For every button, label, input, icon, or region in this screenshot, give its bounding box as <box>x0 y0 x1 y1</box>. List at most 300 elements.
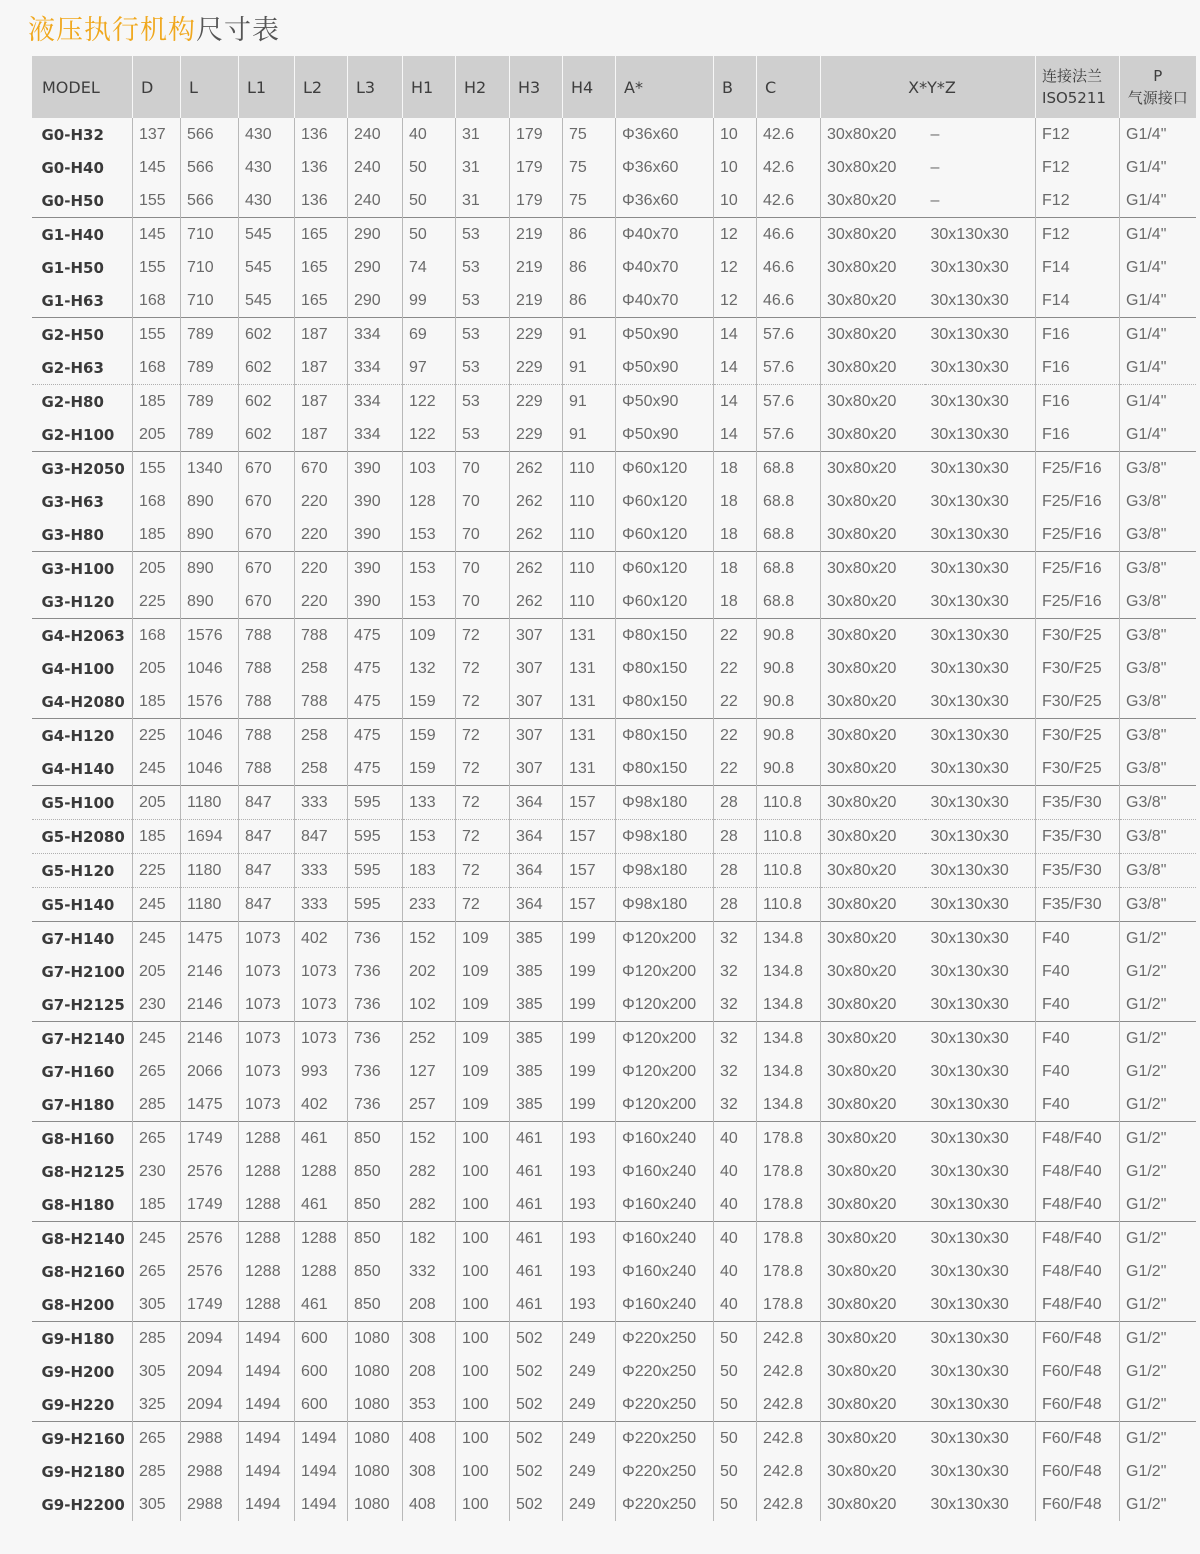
cell-model: G0-H32 <box>41 125 104 144</box>
header-port-line1: P <box>1153 67 1163 85</box>
cell-h4: 249 <box>563 1388 616 1422</box>
cell-c: 57.6 <box>757 351 821 385</box>
cell-b: 40 <box>714 1188 757 1222</box>
cell-h3: 307 <box>510 685 563 719</box>
cell-xyz-x: 30x80x20 <box>821 1488 925 1521</box>
cell-h4: 110 <box>563 552 616 586</box>
cell-xyz-x: 30x80x20 <box>821 218 925 252</box>
cell-h1: 257 <box>403 1088 456 1122</box>
cell-h4: 199 <box>563 1055 616 1088</box>
cell-l3: 850 <box>348 1155 403 1188</box>
cell-h2: 109 <box>456 988 510 1022</box>
cell-h2: 100 <box>456 1222 510 1256</box>
cell-flange: F40 <box>1036 922 1120 956</box>
cell-h4: 131 <box>563 685 616 719</box>
cell-l: 566 <box>181 151 239 184</box>
cell-xyz-x: 30x80x20 <box>821 619 925 653</box>
cell-h3: 502 <box>510 1355 563 1388</box>
cell-xyz-y: 30x130x30 <box>930 358 1009 376</box>
cell-h1: 408 <box>403 1488 456 1521</box>
cell-h3: 461 <box>510 1288 563 1322</box>
cell-d: 285 <box>133 1322 181 1356</box>
cell-port: G1/2" <box>1120 1088 1196 1122</box>
table-row <box>32 552 1196 586</box>
cell-l2: 461 <box>295 1122 348 1156</box>
cell-xyz-y: 30x130x30 <box>925 1422 1036 1456</box>
cell-c: 134.8 <box>757 955 821 988</box>
cell-h4: 199 <box>563 988 616 1022</box>
cell-port: G1/2" <box>1120 1188 1196 1222</box>
cell-d: 205 <box>133 786 181 820</box>
cell-a: Φ120x200 <box>616 922 714 956</box>
cell-l3: 475 <box>348 719 403 753</box>
cell-xyz-x: 30x80x20 <box>821 786 925 820</box>
cell-h4: 131 <box>563 619 616 653</box>
cell-d: 145 <box>133 151 181 184</box>
cell-xyz-y: 30x130x30 <box>925 552 1036 586</box>
cell-h1: 50 <box>403 218 456 252</box>
cell-l1: 602 <box>239 385 295 419</box>
cell-h2: 53 <box>456 385 510 419</box>
cell-xyz-y: 30x130x30 <box>925 719 1036 753</box>
cell-l: 1180 <box>181 854 239 888</box>
cell-b: 18 <box>714 585 757 619</box>
cell-l1: 1288 <box>239 1188 295 1222</box>
cell-a: Φ160x240 <box>616 1155 714 1188</box>
cell-model: G2-H50 <box>32 318 133 352</box>
cell-l: 1180 <box>181 786 239 820</box>
cell-flange: F40 <box>1036 988 1120 1022</box>
cell-model: G4-H100 <box>41 659 115 678</box>
cell-h1: 159 <box>403 719 456 753</box>
cell-l3: 595 <box>348 820 403 854</box>
cell-xyz-x: 30x80x20 <box>821 518 925 552</box>
cell-h3: 179 <box>510 118 563 151</box>
cell-d: 185 <box>133 685 181 719</box>
cell-d: 245 <box>133 922 181 956</box>
cell-l2: 1073 <box>295 955 348 988</box>
cell-model: G3-H100 <box>32 552 133 586</box>
cell-d: 205 <box>133 418 181 452</box>
cell-port: G1/2" <box>1120 922 1196 956</box>
table-row <box>32 385 1196 419</box>
cell-b: 32 <box>714 1088 757 1122</box>
cell-xyz-y: – <box>930 191 940 209</box>
table-row <box>32 1288 1196 1322</box>
cell-h2: 72 <box>456 652 510 685</box>
cell-xyz-x: 30x80x20 <box>821 452 925 486</box>
cell-h3: 307 <box>510 619 563 653</box>
cell-c: 57.6 <box>757 318 821 352</box>
cell-l: 2988 <box>181 1488 239 1521</box>
cell-xyz-y: 30x130x30 <box>930 525 1009 543</box>
cell-model: G9-H2160 <box>32 1422 133 1456</box>
cell-model: G8-H2140 <box>32 1222 133 1256</box>
cell-l1: 1494 <box>239 1388 295 1422</box>
cell-a: Φ50x90 <box>616 351 714 385</box>
cell-port: G1/4" <box>1120 318 1196 352</box>
cell-l1: 847 <box>239 854 295 888</box>
cell-xyz-x: 30x80x20 <box>821 1055 925 1088</box>
cell-l3: 736 <box>348 1055 403 1088</box>
cell-d: 245 <box>133 752 181 786</box>
table-row <box>32 1122 1196 1156</box>
cell-xyz-y: 30x130x30 <box>925 318 1036 352</box>
cell-b: 40 <box>714 1155 757 1188</box>
cell-l1: 1073 <box>239 955 295 988</box>
cell-b: 50 <box>714 1322 757 1356</box>
cell-h1: 40 <box>403 118 456 151</box>
cell-l: 890 <box>181 485 239 518</box>
cell-h3: 502 <box>510 1455 563 1488</box>
cell-port: G1/4" <box>1120 218 1196 252</box>
cell-h4: 131 <box>563 652 616 685</box>
cell-xyz-x: 30x80x20 <box>821 1422 925 1456</box>
cell-l: 1694 <box>181 820 239 854</box>
cell-l1: 1073 <box>239 1055 295 1088</box>
cell-h3: 262 <box>510 485 563 518</box>
table-row <box>32 284 1196 318</box>
cell-h2: 109 <box>456 922 510 956</box>
cell-c: 42.6 <box>757 118 821 151</box>
cell-d: 205 <box>133 955 181 988</box>
cell-flange: F48/F40 <box>1036 1288 1120 1322</box>
table-row <box>32 1088 1196 1122</box>
cell-port: G3/8" <box>1120 719 1196 753</box>
cell-h3: 307 <box>510 719 563 753</box>
header-l3: L3 <box>348 56 403 118</box>
cell-l: 1340 <box>181 452 239 486</box>
cell-l3: 475 <box>348 619 403 653</box>
cell-d: 168 <box>133 619 181 653</box>
cell-c: 68.8 <box>757 585 821 619</box>
cell-d: 245 <box>133 888 181 922</box>
cell-port: G3/8" <box>1120 619 1196 653</box>
cell-h4: 75 <box>563 151 616 184</box>
cell-flange: F48/F40 <box>1036 1155 1120 1188</box>
cell-c: 57.6 <box>757 418 821 452</box>
cell-flange: F16 <box>1036 385 1120 419</box>
cell-l1: 788 <box>239 652 295 685</box>
cell-l2: 1494 <box>295 1455 348 1488</box>
cell-a: Φ120x200 <box>616 988 714 1022</box>
cell-b: 28 <box>714 888 757 922</box>
cell-a: Φ60x120 <box>616 518 714 552</box>
cell-d: 168 <box>133 485 181 518</box>
cell-model: G5-H140 <box>32 888 133 922</box>
cell-flange: F14 <box>1036 284 1120 318</box>
cell-flange: F40 <box>1036 955 1120 988</box>
cell-l2: 670 <box>295 452 348 486</box>
cell-c: 242.8 <box>757 1488 821 1521</box>
cell-xyz-y: 30x130x30 <box>930 425 1009 443</box>
table-row <box>32 184 1196 218</box>
cell-l3: 736 <box>348 1088 403 1122</box>
table-row <box>32 1255 1196 1288</box>
cell-h1: 122 <box>403 385 456 419</box>
cell-l3: 736 <box>348 988 403 1022</box>
cell-l: 2988 <box>181 1455 239 1488</box>
cell-flange: F12 <box>1036 151 1120 184</box>
cell-flange: F60/F48 <box>1036 1388 1120 1422</box>
cell-d: 205 <box>133 652 181 685</box>
cell-xyz-x: 30x80x20 <box>821 118 925 151</box>
cell-d: 265 <box>133 1422 181 1456</box>
cell-h2: 100 <box>456 1388 510 1422</box>
cell-l1: 1073 <box>239 1088 295 1122</box>
cell-h1: 153 <box>403 585 456 619</box>
cell-xyz-y: 30x130x30 <box>925 619 1036 653</box>
cell-l2: 187 <box>295 318 348 352</box>
cell-a: Φ60x120 <box>616 452 714 486</box>
cell-flange: F25/F16 <box>1036 518 1120 552</box>
cell-b: 22 <box>714 619 757 653</box>
table-row <box>32 251 1196 284</box>
cell-c: 90.8 <box>757 685 821 719</box>
cell-c: 90.8 <box>757 619 821 653</box>
cell-l2: 165 <box>295 218 348 252</box>
cell-b: 50 <box>714 1422 757 1456</box>
cell-h3: 385 <box>510 955 563 988</box>
header-c: C <box>757 56 821 118</box>
header-xyz: X*Y*Z <box>821 56 1036 118</box>
cell-h2: 31 <box>456 184 510 218</box>
cell-l1: 430 <box>239 118 295 151</box>
cell-h4: 249 <box>563 1322 616 1356</box>
cell-h2: 100 <box>456 1488 510 1521</box>
cell-h3: 461 <box>510 1222 563 1256</box>
cell-flange: F40 <box>1036 1088 1120 1122</box>
cell-h4: 157 <box>563 820 616 854</box>
cell-l2: 1494 <box>295 1488 348 1521</box>
cell-d: 185 <box>133 518 181 552</box>
cell-l2: 402 <box>295 922 348 956</box>
cell-a: Φ220x250 <box>616 1455 714 1488</box>
cell-l: 789 <box>181 318 239 352</box>
cell-h3: 262 <box>510 518 563 552</box>
cell-d: 305 <box>133 1288 181 1322</box>
cell-a: Φ80x150 <box>616 652 714 685</box>
table-row <box>32 1422 1196 1456</box>
cell-l1: 670 <box>239 452 295 486</box>
cell-h3: 262 <box>510 585 563 619</box>
cell-d: 225 <box>133 854 181 888</box>
cell-xyz-y: 30x130x30 <box>930 1195 1009 1213</box>
cell-model: G8-H200 <box>41 1295 115 1314</box>
cell-l3: 850 <box>348 1255 403 1288</box>
cell-l2: 136 <box>295 118 348 151</box>
cell-xyz-x: 30x80x20 <box>821 184 925 218</box>
cell-c: 42.6 <box>757 184 821 218</box>
cell-l3: 1080 <box>348 1455 403 1488</box>
cell-h4: 249 <box>563 1488 616 1521</box>
cell-model: G5-H2080 <box>32 820 133 854</box>
cell-d: 185 <box>133 1188 181 1222</box>
cell-l3: 1080 <box>348 1422 403 1456</box>
cell-port: G3/8" <box>1120 786 1196 820</box>
cell-h4: 249 <box>563 1455 616 1488</box>
cell-model: G8-H2125 <box>41 1162 125 1181</box>
cell-xyz-y: 30x130x30 <box>930 1262 1009 1280</box>
cell-h1: 153 <box>403 518 456 552</box>
cell-flange: F60/F48 <box>1036 1355 1120 1388</box>
cell-port: G1/2" <box>1120 1388 1196 1422</box>
cell-d: 155 <box>133 318 181 352</box>
cell-a: Φ220x250 <box>616 1355 714 1388</box>
cell-l3: 334 <box>348 418 403 452</box>
cell-b: 50 <box>714 1488 757 1521</box>
table-row <box>32 1155 1196 1188</box>
cell-h1: 408 <box>403 1422 456 1456</box>
cell-b: 28 <box>714 854 757 888</box>
cell-b: 10 <box>714 184 757 218</box>
cell-h4: 131 <box>563 752 616 786</box>
title-main: 液压执行机构 <box>28 15 196 46</box>
cell-xyz-y: 30x130x30 <box>925 786 1036 820</box>
cell-h2: 100 <box>456 1455 510 1488</box>
cell-port: G3/8" <box>1120 685 1196 719</box>
table-row <box>32 1222 1196 1256</box>
header-flange-line1: 连接法兰 <box>1042 67 1103 85</box>
cell-port: G1/4" <box>1120 151 1196 184</box>
cell-model: G9-H220 <box>41 1395 115 1414</box>
table-row <box>32 652 1196 685</box>
cell-h1: 183 <box>403 854 456 888</box>
cell-flange: F35/F30 <box>1036 888 1120 922</box>
cell-h4: 75 <box>563 184 616 218</box>
cell-l: 2576 <box>181 1255 239 1288</box>
cell-l1: 788 <box>239 619 295 653</box>
cell-flange: F48/F40 <box>1036 1122 1120 1156</box>
cell-l1: 788 <box>239 685 295 719</box>
cell-l3: 475 <box>348 685 403 719</box>
cell-h2: 53 <box>456 351 510 385</box>
cell-h1: 69 <box>403 318 456 352</box>
cell-a: Φ60x120 <box>616 485 714 518</box>
cell-a: Φ160x240 <box>616 1122 714 1156</box>
cell-l3: 240 <box>348 184 403 218</box>
cell-a: Φ40x70 <box>616 218 714 252</box>
cell-port: G3/8" <box>1120 518 1196 552</box>
cell-xyz-y: 30x130x30 <box>930 1095 1009 1113</box>
cell-h2: 72 <box>456 786 510 820</box>
cell-a: Φ36x60 <box>616 151 714 184</box>
cell-flange: F60/F48 <box>1036 1455 1120 1488</box>
cell-c: 57.6 <box>757 385 821 419</box>
cell-l3: 595 <box>348 854 403 888</box>
cell-l: 2094 <box>181 1388 239 1422</box>
cell-xyz-y: 30x130x30 <box>925 854 1036 888</box>
cell-l: 566 <box>181 118 239 151</box>
cell-h4: 110 <box>563 452 616 486</box>
cell-port: G1/4" <box>1120 284 1196 318</box>
cell-h4: 91 <box>563 418 616 452</box>
cell-port: G1/2" <box>1120 1355 1196 1388</box>
cell-h2: 100 <box>456 1122 510 1156</box>
cell-h3: 262 <box>510 552 563 586</box>
cell-l3: 736 <box>348 1022 403 1056</box>
cell-model: G3-H120 <box>41 592 115 611</box>
cell-xyz-x: 30x80x20 <box>821 1288 925 1322</box>
cell-model: G3-H2050 <box>32 452 133 486</box>
cell-l2: 461 <box>295 1288 348 1322</box>
cell-l2: 220 <box>295 485 348 518</box>
table-row <box>32 619 1196 653</box>
cell-a: Φ220x250 <box>616 1322 714 1356</box>
cell-b: 32 <box>714 1022 757 1056</box>
cell-model: G5-H100 <box>32 786 133 820</box>
cell-d: 145 <box>133 218 181 252</box>
cell-h3: 502 <box>510 1488 563 1521</box>
cell-h1: 153 <box>403 552 456 586</box>
cell-l3: 240 <box>348 151 403 184</box>
table-row <box>32 418 1196 452</box>
cell-h2: 70 <box>456 452 510 486</box>
dimension-table <box>31 56 1196 1521</box>
table-body <box>32 118 1196 1521</box>
cell-xyz-y: 30x130x30 <box>925 385 1036 419</box>
cell-c: 178.8 <box>757 1222 821 1256</box>
cell-l: 2094 <box>181 1322 239 1356</box>
cell-a: Φ220x250 <box>616 1388 714 1422</box>
cell-flange: F30/F25 <box>1036 719 1120 753</box>
cell-model: G4-H2063 <box>32 619 133 653</box>
cell-h2: 31 <box>456 151 510 184</box>
cell-xyz-y: 30x130x30 <box>930 962 1009 980</box>
cell-h4: 193 <box>563 1222 616 1256</box>
cell-h1: 282 <box>403 1155 456 1188</box>
cell-xyz-y: 30x130x30 <box>930 1362 1009 1380</box>
cell-h1: 109 <box>403 619 456 653</box>
cell-port: G3/8" <box>1120 485 1196 518</box>
cell-h2: 53 <box>456 418 510 452</box>
cell-a: Φ50x90 <box>616 418 714 452</box>
cell-b: 22 <box>714 719 757 753</box>
cell-c: 46.6 <box>757 284 821 318</box>
cell-l2: 1288 <box>295 1222 348 1256</box>
cell-h1: 152 <box>403 922 456 956</box>
cell-xyz-y: 30x130x30 <box>930 258 1009 276</box>
cell-xyz-x: 30x80x20 <box>821 284 925 318</box>
cell-h4: 199 <box>563 922 616 956</box>
cell-l2: 220 <box>295 518 348 552</box>
cell-l1: 1073 <box>239 988 295 1022</box>
cell-l2: 220 <box>295 585 348 619</box>
cell-flange: F25/F16 <box>1036 485 1120 518</box>
cell-a: Φ80x150 <box>616 619 714 653</box>
cell-h4: 75 <box>563 118 616 151</box>
cell-h1: 127 <box>403 1055 456 1088</box>
cell-l1: 1494 <box>239 1488 295 1521</box>
cell-h4: 249 <box>563 1422 616 1456</box>
cell-l3: 390 <box>348 452 403 486</box>
cell-l1: 847 <box>239 786 295 820</box>
cell-b: 18 <box>714 552 757 586</box>
cell-l2: 1073 <box>295 988 348 1022</box>
cell-l3: 334 <box>348 351 403 385</box>
cell-model: G9-H2200 <box>41 1495 125 1514</box>
cell-a: Φ50x90 <box>616 318 714 352</box>
cell-a: Φ160x240 <box>616 1288 714 1322</box>
cell-port: G1/4" <box>1120 184 1196 218</box>
cell-h3: 364 <box>510 820 563 854</box>
cell-xyz-x: 30x80x20 <box>821 1355 925 1388</box>
table-row <box>32 922 1196 956</box>
cell-c: 134.8 <box>757 988 821 1022</box>
cell-a: Φ80x150 <box>616 752 714 786</box>
cell-b: 10 <box>714 118 757 151</box>
cell-c: 178.8 <box>757 1255 821 1288</box>
